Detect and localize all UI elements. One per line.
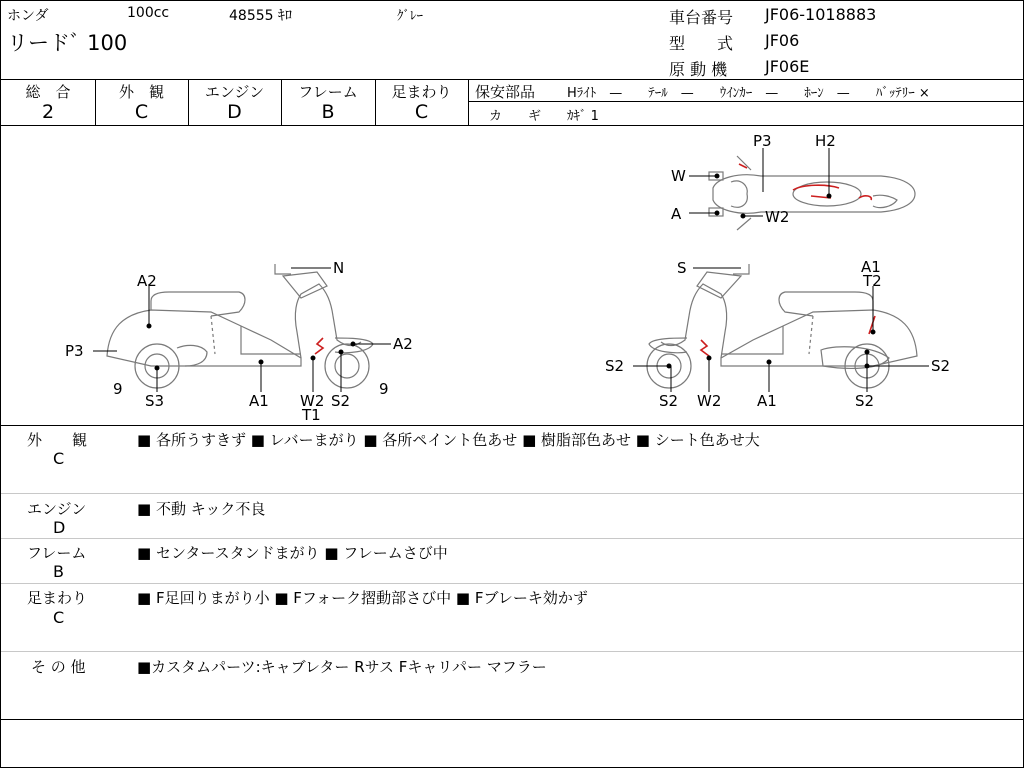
label-a1: A1 [249,392,269,410]
left-labels [65,259,413,424]
grade-header-exterior: 外 観 [118,83,164,101]
label-a: A [671,205,682,223]
left-muffler [177,345,207,366]
model-name: リードﾞ 100 [7,31,128,55]
detail-title-frame: フレーム [27,544,87,562]
grade-header-engine: エンジン [204,83,265,101]
label-a1-seat: A1 [861,258,881,276]
grade-suspension: C [414,101,429,123]
label-a1: A1 [757,392,777,410]
safety-items: Hﾗｲﾄ — ﾃｰﾙ — ｳｲﾝｶｰ — ﾎｰﾝ — ﾊﾞｯﾃﾘｰ × [567,86,930,101]
label-s2-front: S2 [605,357,625,375]
detail-grade-suspension: C [53,608,65,627]
grade-exterior: C [134,101,149,123]
engine-label: 原 動 機 [669,60,728,79]
detail-title-exterior: 外 観 [27,431,88,449]
detail-title-suspension: 足まわり [27,589,88,607]
type-label: 型 式 [669,34,734,53]
damage-mark-right-front [701,340,709,356]
detail-grade-exterior: C [53,449,65,468]
detail-text-frame: ■ センタースタンドまがり ■ フレームさび中 [137,544,448,562]
divider [1,425,1023,426]
engine-value: JF06E [765,57,810,76]
label-w2: W2 [300,392,325,410]
divider [1,651,1023,652]
damage-mark-top-tail [859,196,871,200]
frame-no: JF06-1018883 [765,5,877,24]
left-panel-line [211,316,215,354]
mileage: 48555 ｷﾛ [229,8,292,24]
label-n: N [333,259,345,277]
detail-grade-frame: B [53,562,64,581]
left-front-cowl [295,284,361,358]
label-w2: W2 [765,208,790,226]
grade-engine: D [227,101,242,123]
grade-header-frame: フレーム [298,83,358,101]
damage-marks [315,164,875,356]
right-handlebar [733,264,749,274]
top-scooter-outline [709,156,915,230]
label-a2-seat: A2 [137,272,157,290]
label-a2-front: A2 [393,335,413,353]
grade-header-suspension: 足まわり [391,83,452,101]
label-p3: P3 [65,342,84,360]
engine-cc: 100cc [127,5,170,21]
type-value: JF06 [765,31,800,50]
color: ｸﾞﾚｰ [397,9,423,24]
grade-overall: 2 [41,101,55,123]
detail-text-engine: ■ 不動 キック不良 [137,500,266,518]
label-9-rear: 9 [113,380,123,398]
divider [1,79,1023,80]
left-front-wheel [325,344,369,388]
label-t2: T2 [863,272,882,290]
divider [468,79,469,125]
key-value: ｶｷﾞ 1 [567,109,599,124]
label-t1: T1 [302,406,321,424]
detail-title-other: そ の 他 [31,658,86,676]
top-tail [873,195,897,207]
maker: ホンダ [7,8,49,24]
detail-text-exterior: ■ 各所うすきず ■ レバーまがり ■ 各所ペイント色あせ ■ 樹脂部色あせ ■ シート色あせ大 [137,431,760,449]
label-s2: S2 [331,392,351,410]
right-labels [605,258,950,410]
label-s3: S3 [145,392,165,410]
label-h2: H2 [815,132,836,150]
key-label: カ ギ [489,109,542,124]
label-w: W [671,167,686,185]
damage-diagram [1,126,1023,425]
label-s: S [677,259,687,277]
left-handlebar [275,264,291,274]
divider [1,719,1023,720]
label-s2-rear: S2 [931,357,951,375]
divider [469,101,1023,102]
divider [1,538,1023,539]
right-seat [779,292,873,316]
top-front-cover [731,181,747,207]
damage-mark-left-front [315,338,323,354]
right-panel-line [809,316,813,354]
safety-label: 保安部品 [475,83,536,101]
detail-title-engine: エンジン [27,500,87,518]
right-front-cowl [661,284,727,358]
damage-mark-top-seat [793,185,839,198]
grade-header-overall: 総 合 [25,83,71,101]
label-s2-bottom-rear: S2 [855,392,875,410]
frame-no-label: 車台番号 [669,8,734,27]
label-w2: W2 [697,392,722,410]
leader-lines [93,148,929,392]
divider [1,583,1023,584]
detail-grade-engine: D [53,518,66,537]
label-9-front: 9 [379,380,389,398]
detail-text-other: ■カスタムパーツ:キャブレター Rサス Fキャリパー マフラー [137,658,547,676]
grade-frame: B [321,101,335,123]
divider [1,493,1023,494]
label-s2-bottom-front: S2 [659,392,679,410]
left-seat [151,292,245,316]
detail-text-suspension: ■ F足回りまがり小 ■ Fフォーク摺動部さび中 ■ Fブレーキ効かず [137,589,588,607]
label-p3: P3 [753,132,772,150]
